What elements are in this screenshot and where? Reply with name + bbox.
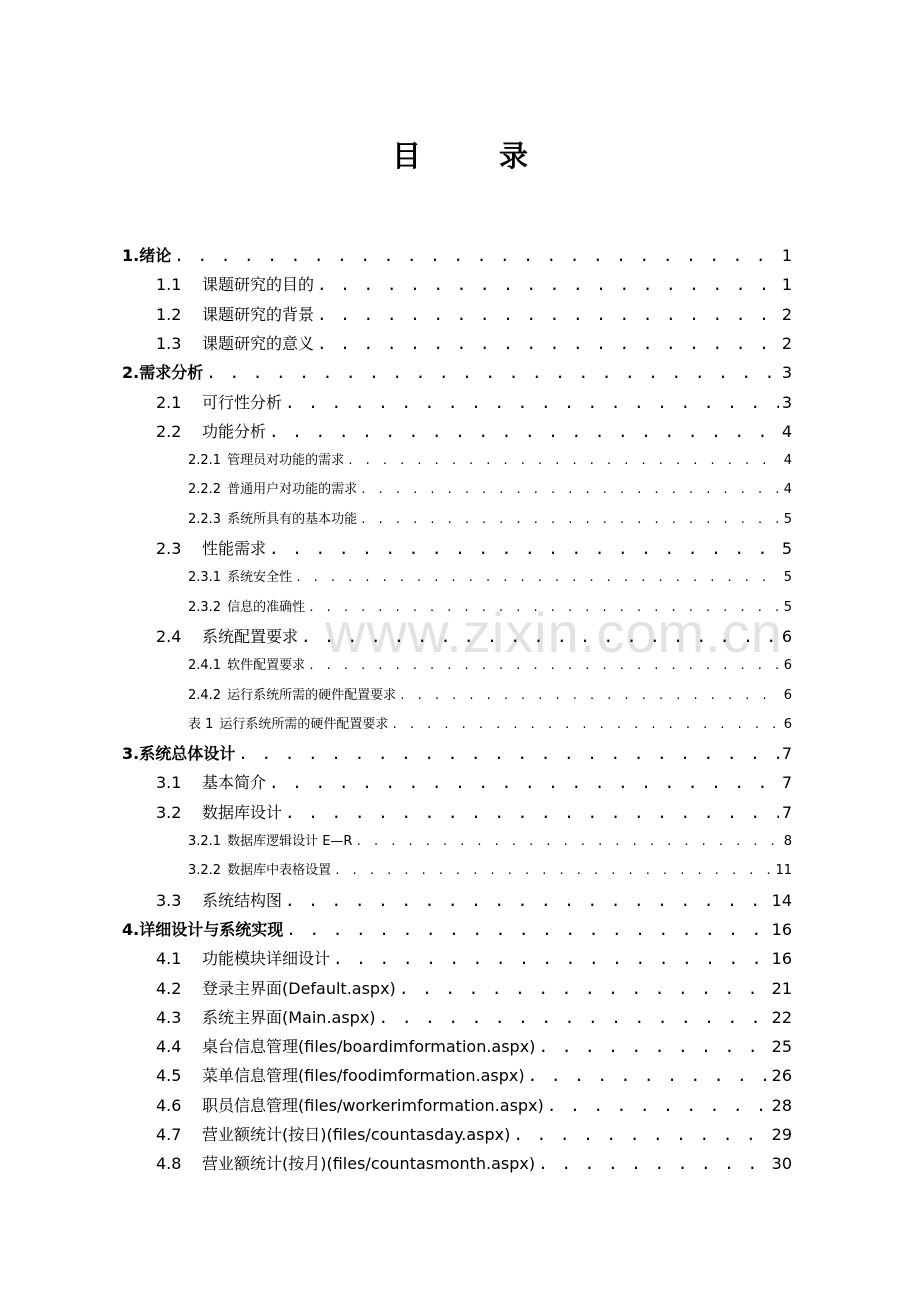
toc-leader-dots: [238, 744, 779, 764]
toc-leader-dots: [360, 510, 779, 530]
toc-entry-page: 4: [783, 482, 792, 497]
toc-entry-title: 职员信息管理(files/workerimformation.aspx): [202, 1096, 544, 1115]
toc-entry-page: 3: [781, 393, 792, 412]
toc-entry-number: 2.2: [156, 422, 182, 441]
toc-entry-title: 运行系统所需的硬件配置要求: [227, 688, 397, 703]
toc-entry-number: 2.1: [156, 393, 182, 412]
toc-leader-dots: [538, 1154, 769, 1174]
toc-entry-title: 营业额统计(按月)(files/countasmonth.aspx): [202, 1154, 536, 1173]
toc-entry-number: 3.2: [156, 803, 182, 822]
toc-leader-dots: [334, 861, 772, 881]
toc-leader-dots: [285, 803, 779, 823]
toc-entry-title: 绪论: [139, 246, 172, 265]
toc-entry-title: 课题研究的意义: [202, 334, 315, 353]
toc-entry[interactable]: [156, 275, 792, 295]
toc-entry-number: 4.4: [156, 1037, 182, 1056]
toc-leader-dots: [379, 1008, 769, 1028]
toc-leader-dots: [285, 393, 779, 413]
toc-leader-dots: [269, 539, 779, 559]
toc-entry-title: 系统结构图: [202, 891, 283, 910]
toc-entry[interactable]: [156, 334, 792, 354]
toc-entry-page: 26: [771, 1066, 792, 1085]
toc-entry-number: 3.2.1: [188, 834, 222, 849]
toc-entry[interactable]: [156, 305, 792, 325]
toc-leader-dots: [317, 334, 779, 354]
toc-entry[interactable]: [122, 363, 792, 383]
toc-entry-title: 功能分析: [202, 422, 267, 441]
toc-entry-title: 详细设计与系统实现: [139, 920, 284, 939]
toc-entry-page: 3: [781, 363, 792, 382]
toc-entry-title: 基本简介: [202, 773, 267, 792]
toc-entry-page: 7: [781, 773, 792, 792]
toc-entry[interactable]: [188, 832, 792, 852]
toc-entry-number: 1.2: [156, 305, 182, 324]
toc-entry-title: 系统安全性: [227, 570, 293, 585]
toc-entry-title: 软件配置要求: [227, 658, 306, 673]
toc-entry-page: 6: [783, 717, 792, 732]
toc-entry-page: 21: [771, 979, 792, 998]
toc-entry-title: 可行性分析: [202, 393, 283, 412]
toc-leader-dots: [286, 920, 768, 940]
toc-entry-page: 1: [781, 275, 792, 294]
toc-entry-title: 登录主界面(Default.aspx): [202, 979, 396, 998]
toc-entry-number: 2.4.1: [188, 658, 222, 673]
toc-entry-number: 表 1: [188, 717, 214, 732]
toc-entry[interactable]: [156, 1096, 792, 1116]
toc-entry-number: 4.8: [156, 1154, 182, 1173]
toc-entry-page: 22: [771, 1008, 792, 1027]
toc-leader-dots: [528, 1066, 769, 1086]
toc-entry-title: 桌台信息管理(files/boardimformation.aspx): [202, 1037, 536, 1056]
toc-entry-number: 4.1: [156, 949, 182, 968]
toc-entry[interactable]: [122, 920, 792, 940]
toc-leader-dots: [547, 1096, 769, 1116]
toc-entry[interactable]: [188, 480, 792, 500]
toc-leader-dots: [308, 656, 779, 676]
watermark: www.zixin.com.cn: [325, 601, 783, 664]
toc-entry[interactable]: [156, 1154, 792, 1174]
toc-entry-page: 2: [781, 334, 792, 353]
toc-leader-dots: [308, 598, 779, 618]
toc-entry-title: 需求分析: [139, 363, 204, 382]
page-title: 目 录: [391, 139, 563, 173]
toc-leader-dots: [301, 627, 779, 647]
toc-leader-dots: [347, 451, 779, 471]
toc-leader-dots: [333, 949, 769, 969]
toc-entry-page: 7: [781, 803, 792, 822]
toc-entry-page: 2: [781, 305, 792, 324]
toc-entry-number: 3.1: [156, 773, 182, 792]
toc-entry-title: 系统主界面(Main.aspx): [202, 1008, 376, 1027]
toc-entry-title: 系统所具有的基本功能: [227, 512, 358, 527]
toc-leader-dots: [360, 480, 779, 500]
toc-entry[interactable]: [122, 744, 792, 764]
toc-entry-page: 6: [783, 688, 792, 703]
toc-entry[interactable]: [156, 891, 792, 911]
toc-entry[interactable]: [156, 979, 792, 999]
toc-entry-page: 5: [783, 570, 792, 585]
toc-entry[interactable]: [188, 861, 792, 881]
toc-entry-number: 2.3.2: [188, 600, 222, 615]
toc-entry[interactable]: [188, 451, 792, 471]
toc-entry[interactable]: [156, 773, 792, 793]
toc-leader-dots: [538, 1037, 768, 1057]
toc-entry-page: 7: [781, 744, 792, 763]
toc-entry[interactable]: [188, 656, 792, 676]
toc-entry-number: 1.3: [156, 334, 182, 353]
toc-entry-number: 4.3: [156, 1008, 182, 1027]
toc-entry[interactable]: [188, 568, 792, 588]
toc-entry-number: 4.: [122, 920, 140, 939]
toc-entry[interactable]: [188, 715, 792, 735]
toc-entry[interactable]: [156, 539, 792, 559]
toc-entry-page: 28: [771, 1096, 792, 1115]
toc-entry-number: 3.: [122, 744, 140, 763]
toc-entry-page: 30: [771, 1154, 792, 1173]
toc-entry-page: 4: [781, 422, 792, 441]
toc-entry-number: 2.4.2: [188, 688, 222, 703]
toc-leader-dots: [399, 686, 779, 706]
toc-entry-page: 16: [771, 920, 792, 939]
toc-entry-title: 管理员对功能的需求: [227, 453, 345, 468]
toc-entry[interactable]: [156, 803, 792, 823]
toc-leader-dots: [269, 422, 779, 442]
toc-entry[interactable]: [156, 1008, 792, 1028]
toc-entry-number: 2.: [122, 363, 140, 382]
toc-entry-title: 数据库逻辑设计 E—R: [227, 834, 353, 849]
toc-entry-number: 3.2.2: [188, 863, 222, 878]
toc-entry-number: 4.2: [156, 979, 182, 998]
toc-entry-number: 2.3.1: [188, 570, 222, 585]
toc-leader-dots: [174, 246, 779, 266]
toc-entry[interactable]: [156, 949, 792, 969]
toc-leader-dots: [317, 275, 779, 295]
toc-entry[interactable]: [188, 686, 792, 706]
toc-entry[interactable]: [188, 598, 792, 618]
toc-entry-title: 数据库设计: [202, 803, 283, 822]
toc-entry-title: 课题研究的目的: [202, 275, 315, 294]
toc-entry-page: 11: [775, 863, 792, 878]
toc-leader-dots: [391, 715, 779, 735]
toc-entry-number: 4.5: [156, 1066, 182, 1085]
toc-entry-title: 普通用户对功能的需求: [227, 482, 358, 497]
toc-entry-number: 4.6: [156, 1096, 182, 1115]
toc-entry-number: 1.1: [156, 275, 182, 294]
toc-entry[interactable]: [156, 1066, 792, 1086]
toc-entry-number: 2.4: [156, 627, 182, 646]
toc-entry[interactable]: [156, 1037, 792, 1057]
toc-entry-title: 性能需求: [202, 539, 267, 558]
toc-entry-title: 系统配置要求: [202, 627, 299, 646]
toc-entry-page: 5: [783, 600, 792, 615]
toc-entry-number: 1.: [122, 246, 140, 265]
toc-entry-title: 数据库中表格设置: [227, 863, 332, 878]
toc-entry-page: 29: [771, 1125, 792, 1144]
toc-entry[interactable]: [188, 510, 792, 530]
toc-leader-dots: [269, 773, 779, 793]
toc-entry-number: 2.2.3: [188, 512, 222, 527]
toc-entry[interactable]: [156, 1125, 792, 1145]
toc-entry-page: 4: [783, 453, 792, 468]
toc-entry-page: 25: [771, 1037, 792, 1056]
toc-entry-page: 6: [781, 627, 792, 646]
toc-entry-page: 14: [771, 891, 792, 910]
toc-entry[interactable]: [156, 393, 792, 413]
toc-entry-page: 6: [783, 658, 792, 673]
toc-entry[interactable]: [156, 422, 792, 442]
toc-entry-title: 课题研究的背景: [202, 305, 315, 324]
toc-leader-dots: [285, 891, 769, 911]
toc-entry-number: 4.7: [156, 1125, 182, 1144]
toc-leader-dots: [399, 979, 769, 999]
toc-leader-dots: [317, 305, 779, 325]
toc-entry-title: 功能模块详细设计: [202, 949, 331, 968]
toc-leader-dots: [355, 832, 779, 852]
toc-entry[interactable]: [156, 627, 792, 647]
toc-entry-number: 3.3: [156, 891, 182, 910]
toc-entry[interactable]: [122, 246, 792, 266]
toc-entry-number: 2.3: [156, 539, 182, 558]
toc-entry-title: 信息的准确性: [227, 600, 306, 615]
toc-entry-page: 16: [771, 949, 792, 968]
toc-entry-page: 8: [783, 834, 792, 849]
toc-entry-title: 菜单信息管理(files/foodimformation.aspx): [202, 1066, 525, 1085]
toc-entry-title: 运行系统所需的硬件配置要求: [219, 717, 389, 732]
toc-entry-title: 营业额统计(按日)(files/countasday.aspx): [202, 1125, 511, 1144]
toc-leader-dots: [206, 363, 779, 383]
toc-entry-title: 系统总体设计: [139, 744, 236, 763]
toc-leader-dots: [513, 1125, 768, 1145]
toc-leader-dots: [295, 568, 779, 588]
toc-entry-page: 5: [783, 512, 792, 527]
toc-entry-number: 2.2.2: [188, 482, 222, 497]
toc-entry-page: 5: [781, 539, 792, 558]
toc-entry-page: 1: [781, 246, 792, 265]
toc-entry-number: 2.2.1: [188, 453, 222, 468]
